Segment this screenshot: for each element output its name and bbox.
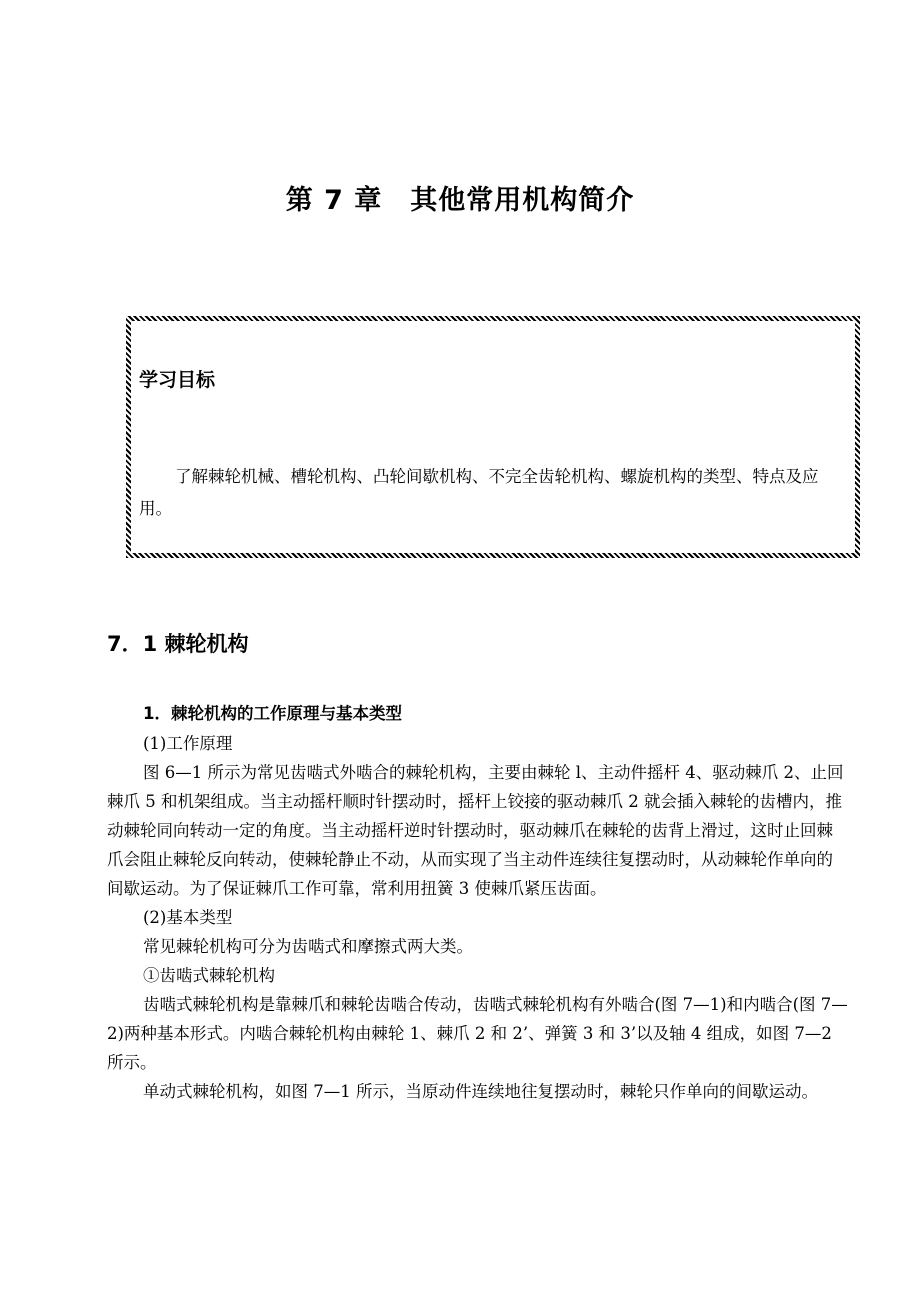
- basic-types-paragraph: 常见棘轮机构可分为齿啮式和摩擦式两大类。: [143, 937, 473, 956]
- toothed-ratchet-label: ①齿啮式棘轮机构: [143, 966, 275, 985]
- chapter-title: 第 7 章 其他常用机构简介: [285, 185, 635, 216]
- toothed-ratchet-paragraph: 齿啮式棘轮机构是靠棘爪和棘轮齿啮合传动，齿啮式棘轮机构有外啮合(图 7—1)和内啮合(图 7—2)两种基本形式。内啮合棘轮机构由棘轮 1、棘爪 2 和 2’、弹簧 3 和 3’以及轴 4 组成，如图 7—2 所示。: [107, 995, 848, 1072]
- section-heading: 7．1 棘轮机构: [107, 632, 249, 656]
- learning-objectives-content: [131, 321, 855, 553]
- single-action-paragraph: 单动式棘轮机构，如图 7—1 所示，当原动件连续地往复摆动时，棘轮只作单向的间歇运动。: [143, 1082, 818, 1101]
- learning-objectives-heading: 学习目标: [139, 369, 216, 391]
- working-principle-paragraph: 图 6—1 所示为常见齿啮式外啮合的棘轮机构，主要由棘轮 l、主动件摇杆 4、驱动棘爪 2、止回棘爪 5 和机架组成。当主动摇杆顺时针摆动时，摇杆上铰接的驱动棘爪 2 就会插入棘轮的齿槽内，推动棘轮同向转动一定的角度。当主动摇杆逆时针摆动时，驱动棘爪在棘轮的齿背上滑过，这时止回棘爪会阻止棘轮反向转动，使棘轮静止不动，从而实现了当主动件连续往复摆动时，从动棘轮作单向的间歇运动。为了保证棘爪工作可靠，常利用扭簧 3 使棘爪紧压齿面。: [107, 763, 844, 898]
- learning-objectives-text: 了解棘轮机械、槽轮机构、凸轮间歇机构、不完全齿轮机构、螺旋机构的类型、特点及应用。: [139, 467, 819, 518]
- basic-types-label: (2)基本类型: [143, 908, 233, 927]
- subsection-heading: 1．棘轮机构的工作原理与基本类型: [143, 704, 402, 723]
- body-text: [107, 729, 849, 1106]
- learning-objectives-box: [126, 316, 860, 558]
- working-principle-label: (1)工作原理: [143, 734, 233, 753]
